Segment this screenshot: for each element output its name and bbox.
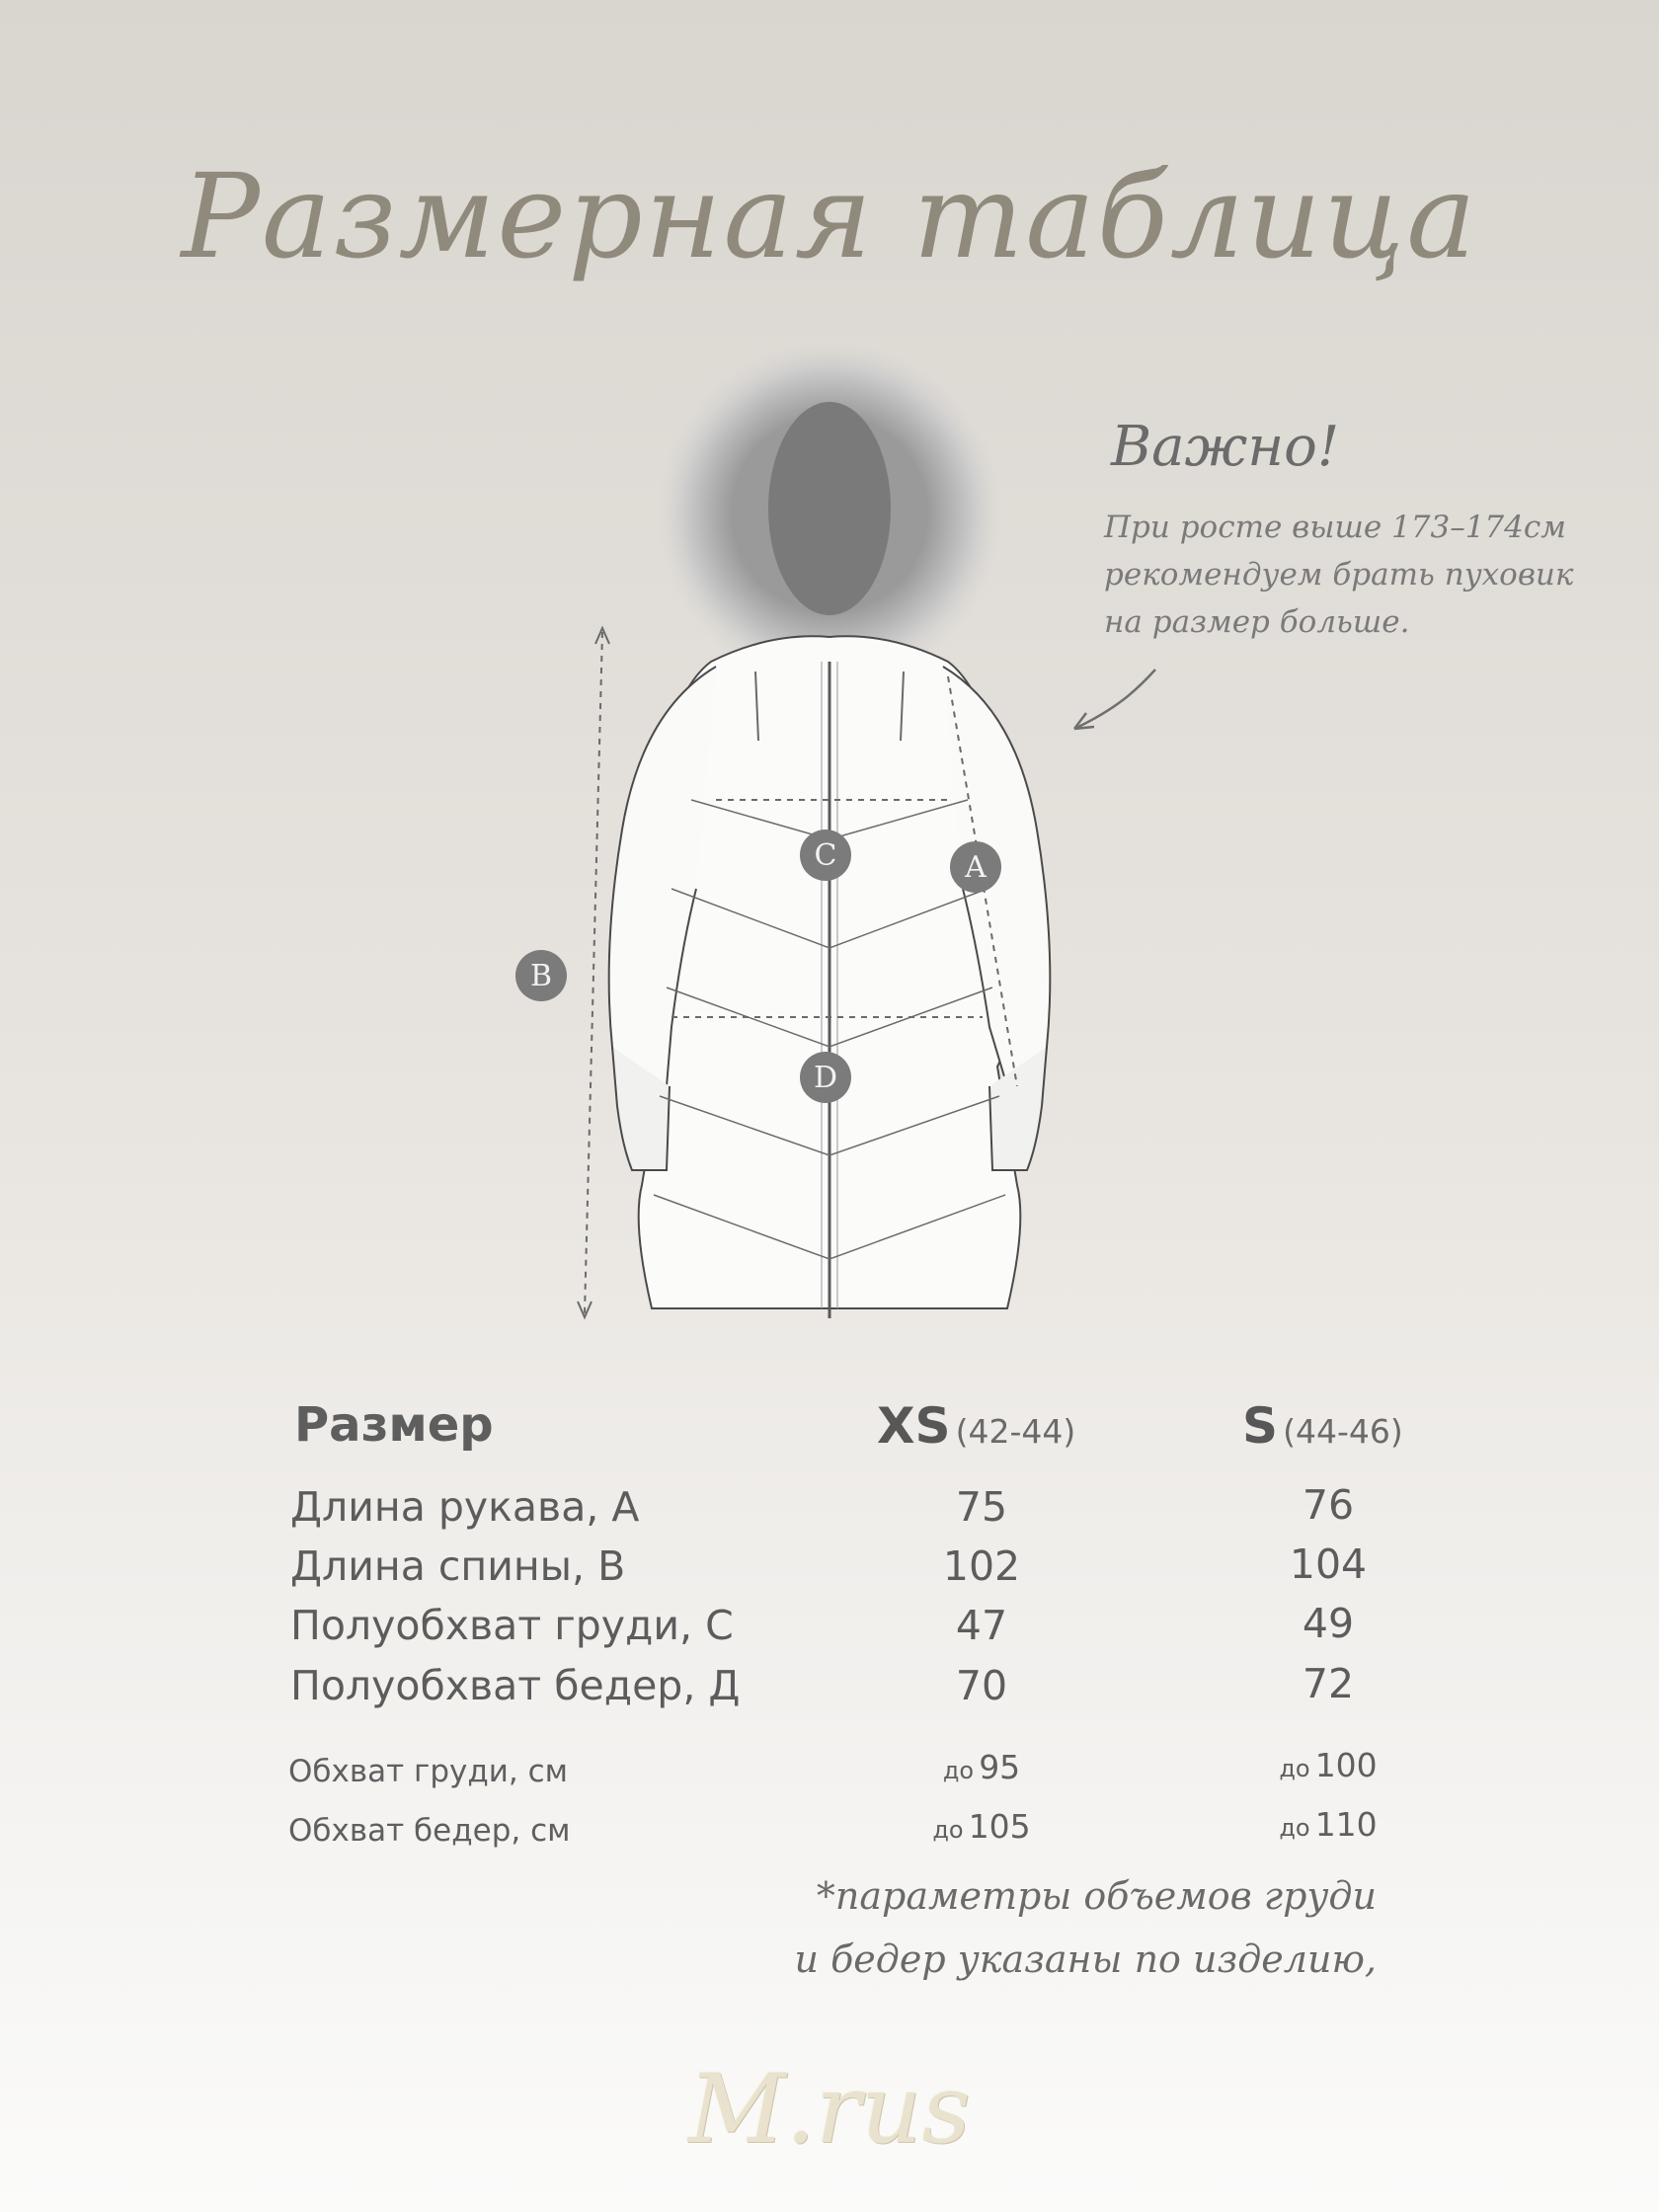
value-number: 105 (968, 1807, 1031, 1846)
marker-c: C (800, 830, 851, 881)
table-cell: 49 (1302, 1600, 1355, 1647)
value-number: 95 (979, 1748, 1021, 1786)
table-cell: 75 (955, 1483, 1008, 1531)
table-row-label: Полуобхват бедер, Д (290, 1662, 741, 1709)
note-line: При росте выше 173–174см (1104, 510, 1566, 545)
table-row-label: Длина рукава, А (290, 1483, 640, 1531)
table-row-label: Полуобхват груди, С (290, 1602, 734, 1649)
marker-b: B (515, 950, 567, 1001)
page-title: Размерная таблица (181, 148, 1478, 284)
size-range: (42-44) (955, 1412, 1076, 1451)
value-number: 100 (1314, 1746, 1378, 1784)
brand-logo: M.rus (688, 2054, 971, 2165)
table-row-label: Обхват бедер, см (288, 1813, 571, 1849)
table-cell (1229, 1805, 1427, 1844)
note-heading: Важно! (1111, 415, 1340, 479)
value-prefix: до (1279, 1755, 1310, 1782)
table-row-label: Длина спины, В (290, 1542, 626, 1590)
size-column-xs (877, 1397, 1075, 1455)
table-cell: 47 (955, 1602, 1008, 1649)
footnote-line: и бедер указаны по изделию, (794, 1937, 1377, 1981)
table-cell: 102 (942, 1542, 1021, 1590)
value-prefix: до (942, 1757, 975, 1784)
table-cell: 104 (1289, 1540, 1368, 1588)
value-prefix: до (932, 1816, 964, 1844)
note-line: рекомендуем брать пуховик (1104, 557, 1574, 592)
note-text (1104, 504, 1657, 646)
size-name: XS (877, 1397, 951, 1455)
note-line: на размер больше. (1104, 604, 1410, 640)
table-cell (1229, 1746, 1427, 1784)
size-header-label: Размер (294, 1397, 494, 1453)
value-number: 110 (1314, 1805, 1378, 1844)
table-cell: 72 (1302, 1660, 1355, 1707)
table-cell (883, 1807, 1080, 1846)
marker-d: D (800, 1052, 851, 1103)
hood-opening (768, 402, 891, 615)
size-column-s (1242, 1397, 1403, 1455)
value-prefix: до (1279, 1814, 1310, 1842)
back-measure-line (585, 632, 602, 1313)
marker-a: A (950, 841, 1001, 893)
table-cell (883, 1748, 1080, 1786)
footnote-line: *параметры объемов груди (816, 1874, 1377, 1918)
size-name: S (1242, 1397, 1279, 1455)
size-range: (44-46) (1283, 1412, 1403, 1451)
table-row-label: Обхват груди, см (288, 1754, 569, 1789)
table-cell: 76 (1302, 1481, 1355, 1529)
table-cell: 70 (955, 1662, 1008, 1709)
